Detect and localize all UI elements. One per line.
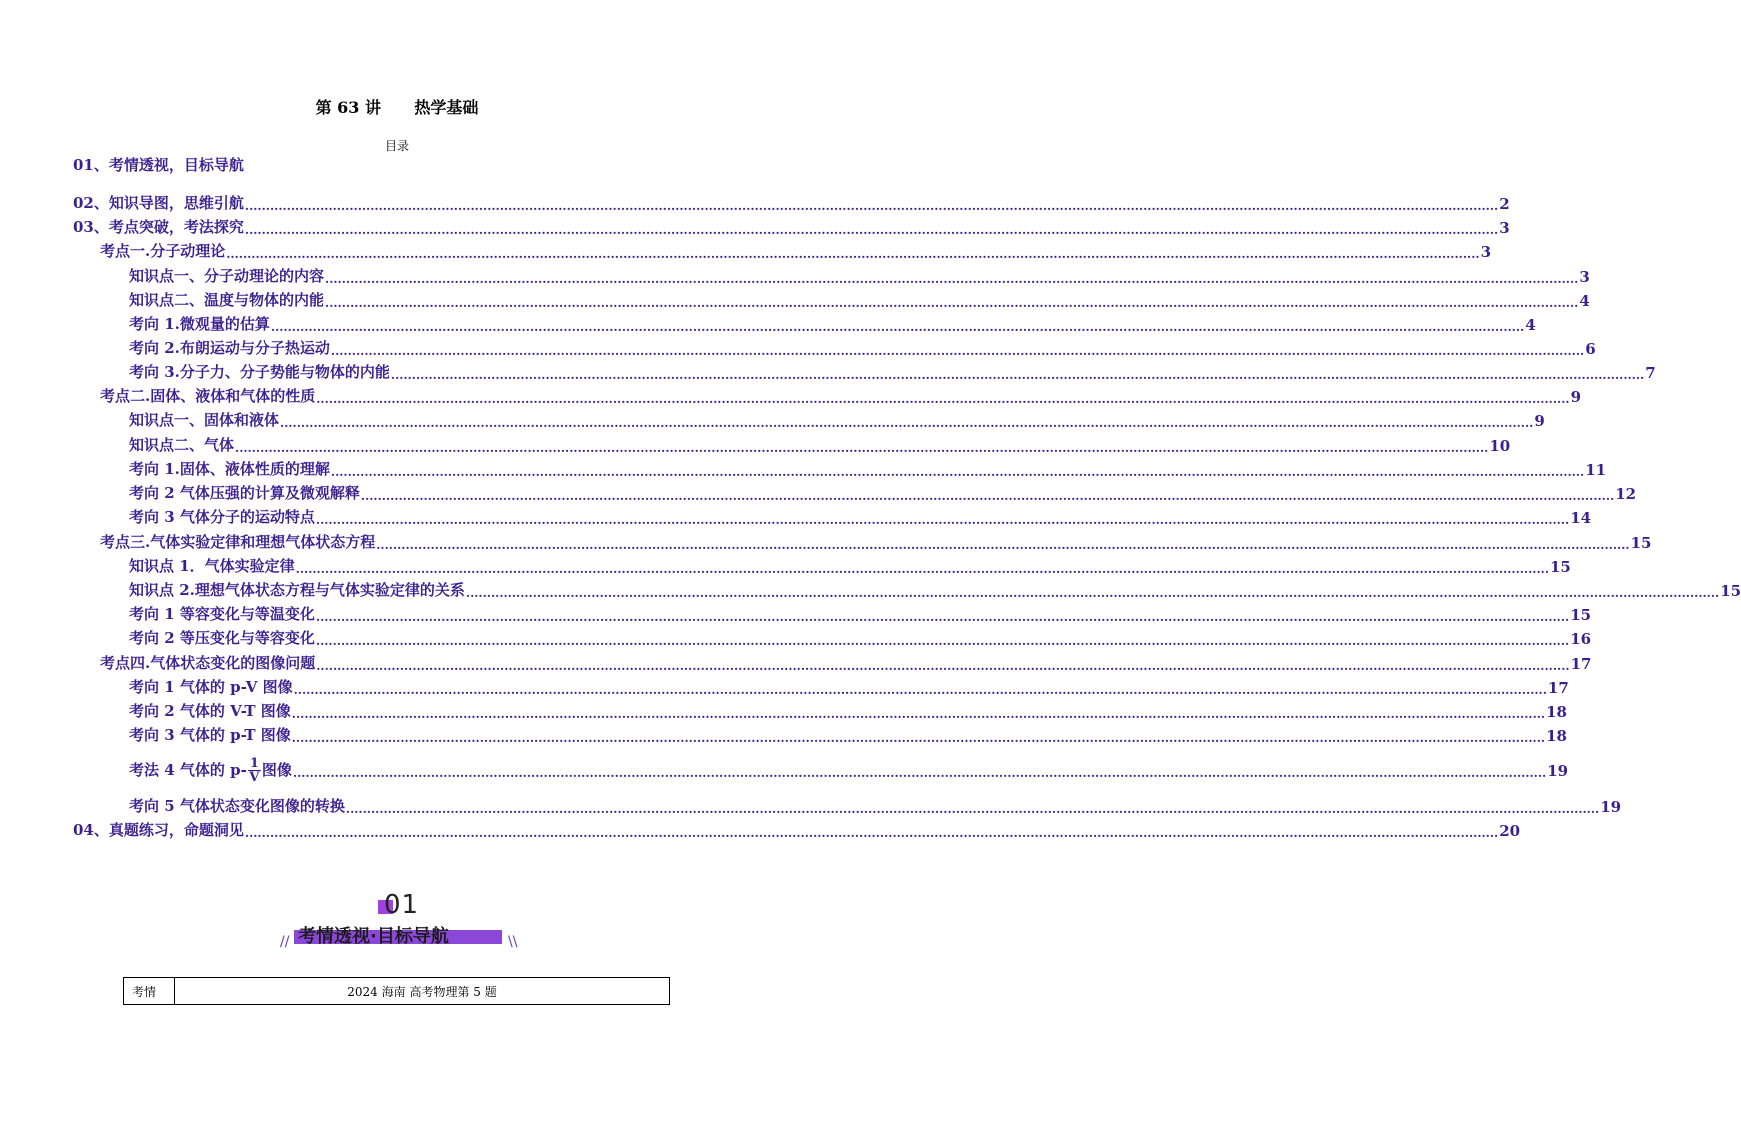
toc-entry-kaoxiang-1-3[interactable]: 考向 3.分子力、分子势能与物体的内能 ............................................................................................................................................................................................................................................................................................................ 7 <box>129 363 1656 382</box>
toc-entry-kaodian-2[interactable]: 考点二.固体、液体和气体的性质 ............................................................................................................................................................................................................................................................................................................ 9 <box>100 387 1581 406</box>
toc-entry-kaoxiang-4-5[interactable]: 考向 5 气体状态变化图像的转换 ............................................................................................................................................................................................................................................................................................................ 19 <box>129 797 1622 816</box>
leader-dots: ............................................................................................................................................................................................................................................................................................................ <box>345 802 1600 816</box>
toc-entry-kaoxiang-4-2[interactable]: 考向 2 气体的 V-T 图像 ............................................................................................................................................................................................................................................................................................................ 18 <box>129 702 1567 721</box>
toc-entry-kaoxiang-4-3[interactable]: 考向 3 气体的 p-T 图像 ............................................................................................................................................................................................................................................................................................................ 18 <box>129 726 1567 745</box>
leader-dots: ............................................................................................................................................................................................................................................................................................................ <box>293 683 1547 697</box>
exam-info-table <box>123 977 670 1005</box>
document-title: 第 63 讲 热学基础 <box>315 98 479 117</box>
fraction-1-over-v: $\frac{1}{V}$ <box>249 756 260 785</box>
toc-entry-kaodian-3[interactable]: 考点三.气体实验定律和理想气体状态方程 ............................................................................................................................................................................................................................................................................................................ 15 <box>100 533 1652 552</box>
section-title: 考情透视·目标导航 <box>298 926 449 947</box>
section-header <box>0 888 794 958</box>
toc-entry-01[interactable]: 01、考情透视，目标导航 <box>73 156 244 174</box>
leader-dots: ............................................................................................................................................................................................................................................................................................................ <box>315 513 1570 527</box>
right-slash-decoration: \\ <box>508 934 518 950</box>
section-number: 01 <box>384 890 420 920</box>
leader-dots: ............................................................................................................................................................................................................................................................................................................ <box>292 766 1547 780</box>
leader-dots: ............................................................................................................................................................................................................................................................................................................ <box>244 223 1499 237</box>
toc-entry-02[interactable]: 02、知识导图，思维引航 ............................................................................................................................................................................................................................................................................................................ 2 <box>73 194 1510 213</box>
toc-entry-zhishi-1-1[interactable]: 知识点一、分子动理论的内容 ............................................................................................................................................................................................................................................................................................................ 3 <box>129 267 1590 286</box>
leader-dots: ............................................................................................................................................................................................................................................................................................................ <box>316 392 1570 406</box>
table-row <box>124 978 670 1005</box>
leader-dots: ............................................................................................................................................................................................................................................................................................................ <box>360 489 1615 503</box>
section-title-bar <box>288 922 506 947</box>
leader-dots: ............................................................................................................................................................................................................................................................................................................ <box>226 247 1480 261</box>
leader-dots: ............................................................................................................................................................................................................................................................................................................ <box>295 562 1549 576</box>
leader-dots: ............................................................................................................................................................................................................................................................................................................ <box>244 199 1499 213</box>
toc-heading: 目录 <box>384 139 409 153</box>
toc-entry-zhishi-2-1[interactable]: 知识点一、固体和液体 ............................................................................................................................................................................................................................................................................................................ 9 <box>129 411 1545 430</box>
toc-entry-kaoxiang-4-1[interactable]: 考向 1 气体的 p-V 图像 ............................................................................................................................................................................................................................................................................................................ 17 <box>129 678 1569 697</box>
toc-entry-03[interactable]: 03、考点突破，考法探究 ............................................................................................................................................................................................................................................................................................................ 3 <box>73 218 1510 237</box>
leader-dots: ............................................................................................................................................................................................................................................................................................................ <box>325 296 1579 310</box>
leader-dots: ............................................................................................................................................................................................................................................................................................................ <box>465 586 1720 600</box>
leader-dots: ............................................................................................................................................................................................................................................................................................................ <box>235 441 1489 455</box>
toc-entry-zhishi-2-2[interactable]: 知识点二、气体 ............................................................................................................................................................................................................................................................................................................ 10 <box>129 436 1511 455</box>
leader-dots: ............................................................................................................................................................................................................................................................................................................ <box>280 416 1534 430</box>
toc-entry-kaoxiang-3-2[interactable]: 考向 2 等压变化与等容变化 ............................................................................................................................................................................................................................................................................................................ 16 <box>129 629 1592 648</box>
toc-entry-zhishi-3-2[interactable]: 知识点 2.理想气体状态方程与气体实验定律的关系 ............................................................................................................................................................................................................................................................................................................ 15 <box>129 581 1741 600</box>
left-slash-decoration: // <box>280 934 290 950</box>
toc-entry-kaoxiang-3-1[interactable]: 考向 1 等容变化与等温变化 ............................................................................................................................................................................................................................................................................................................ 15 <box>129 605 1592 624</box>
toc-entry-kaoxiang-1-2[interactable]: 考向 2.布朗运动与分子热运动 ............................................................................................................................................................................................................................................................................................................ 6 <box>129 339 1596 358</box>
toc-entry-kaodian-4[interactable]: 考点四.气体状态变化的图像问题 ............................................................................................................................................................................................................................................................................................................ 17 <box>100 654 1592 673</box>
leader-dots: ............................................................................................................................................................................................................................................................................................................ <box>291 731 1546 745</box>
toc-entry-kaoxiang-2-1[interactable]: 考向 1.固体、液体性质的理解 ............................................................................................................................................................................................................................................................................................................ 11 <box>129 460 1607 479</box>
toc-entry-kaodian-1[interactable]: 考点一.分子动理论 ............................................................................................................................................................................................................................................................................................................ 3 <box>100 242 1491 261</box>
leader-dots: ............................................................................................................................................................................................................................................................................................................ <box>330 344 1585 358</box>
table-value-cell: 2024 海南 高考物理第 5 题 <box>175 978 670 1005</box>
toc-entry-kaoxiang-2-2[interactable]: 考向 2 气体压强的计算及微观解释 ............................................................................................................................................................................................................................................................................................................ 12 <box>129 484 1637 503</box>
leader-dots: ............................................................................................................................................................................................................................................................................................................ <box>291 707 1546 721</box>
leader-dots: ............................................................................................................................................................................................................................................................................................................ <box>315 610 1570 624</box>
table-label-cell: 考情 <box>124 978 175 1005</box>
leader-dots: ............................................................................................................................................................................................................................................................................................................ <box>390 368 1645 382</box>
leader-dots: ............................................................................................................................................................................................................................................................................................................ <box>376 538 1630 552</box>
toc-entry-kaoxiang-2-3[interactable]: 考向 3 气体分子的运动特点 ............................................................................................................................................................................................................................................................................................................ 14 <box>129 508 1592 527</box>
leader-dots: ............................................................................................................................................................................................................................................................................................................ <box>315 634 1570 648</box>
toc-entry-kaofa-4-4[interactable]: 考法 4 气体的 p- $\frac{1}{V}$ 图像 ............................................................................................................................................................................................................................................................................................................ 19 <box>129 756 1569 785</box>
leader-dots: ............................................................................................................................................................................................................................................................................................................ <box>244 826 1499 840</box>
leader-dots: ............................................................................................................................................................................................................................................................................................................ <box>330 465 1585 479</box>
leader-dots: ............................................................................................................................................................................................................................................................................................................ <box>325 272 1579 286</box>
toc-entry-zhishi-1-2[interactable]: 知识点二、温度与物体的内能 ............................................................................................................................................................................................................................................................................................................ 4 <box>129 291 1590 310</box>
toc-entry-zhishi-3-1[interactable]: 知识点 1．气体实验定律 ............................................................................................................................................................................................................................................................................................................ 15 <box>129 557 1571 576</box>
toc-entry-kaoxiang-1-1[interactable]: 考向 1.微观量的估算 ............................................................................................................................................................................................................................................................................................................ 4 <box>129 315 1536 334</box>
leader-dots: ............................................................................................................................................................................................................................................................................................................ <box>270 320 1525 334</box>
leader-dots: ............................................................................................................................................................................................................................................................................................................ <box>316 659 1570 673</box>
toc-entry-04[interactable]: 04、真题练习，命题洞见 ............................................................................................................................................................................................................................................................................................................ 20 <box>73 821 1521 840</box>
